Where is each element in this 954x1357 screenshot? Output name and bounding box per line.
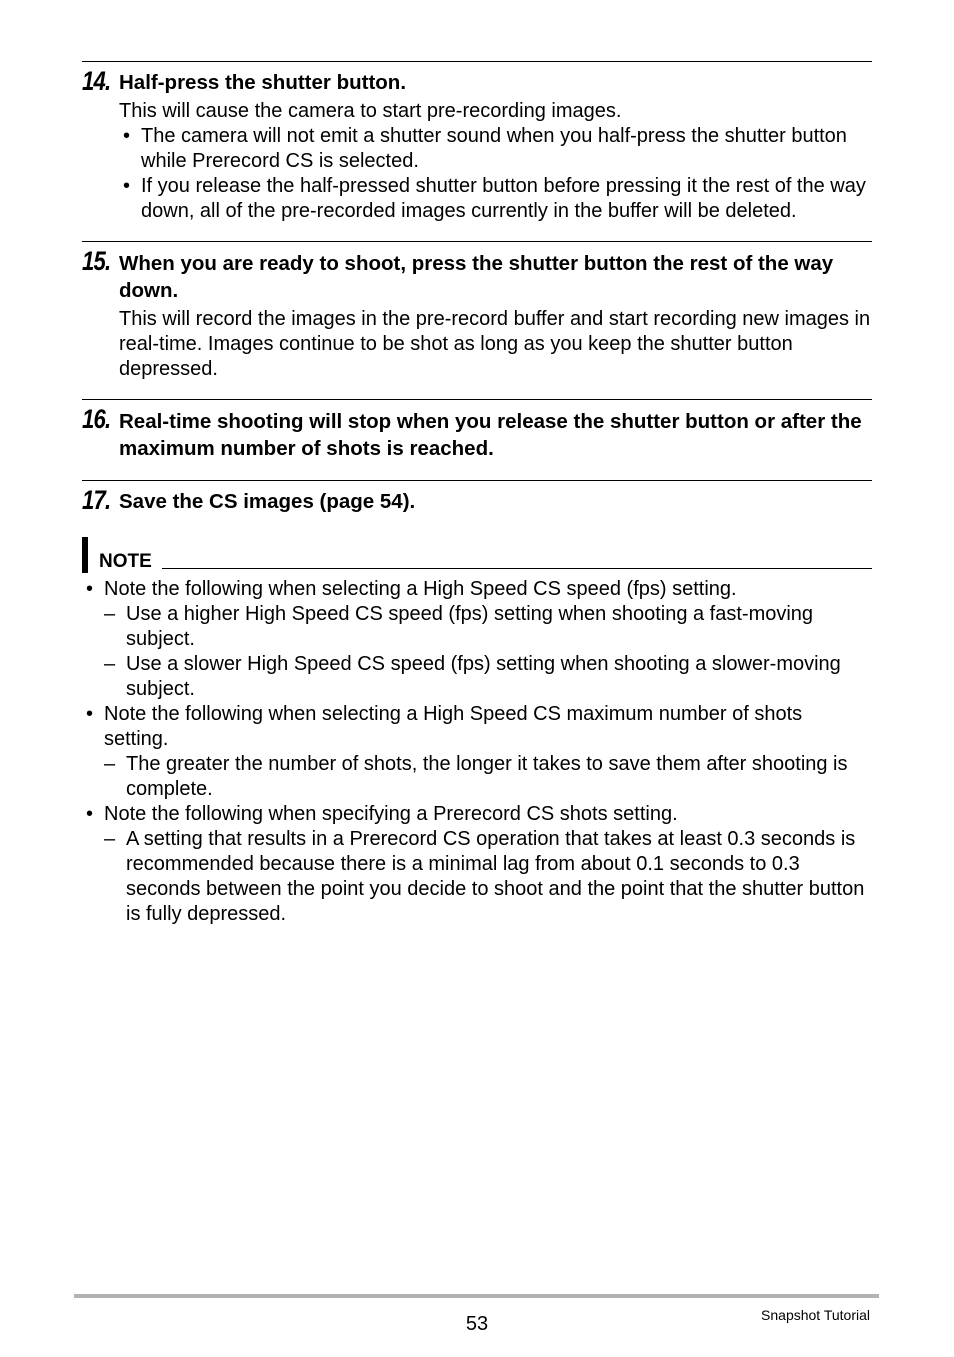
step-number: 15.: [82, 246, 111, 276]
note-item-text: Note the following when selecting a High Speed CS maximum number of shots setting.: [104, 703, 803, 750]
note-sub-item: – The greater the number of shots, the longer it takes to save them after shooting is complete.: [104, 752, 872, 802]
step-title: Real-time shooting will stop when you release the shutter button or after the maximum number of shots is reached.: [119, 410, 862, 460]
step-title: When you are ready to shoot, press the shutter button the rest of the way down.: [119, 252, 834, 302]
footer-divider: [74, 1294, 879, 1298]
section-name: Snapshot Tutorial: [761, 1307, 870, 1323]
step-body: [119, 307, 872, 382]
step-body-text: This will cause the camera to start pre-recording images.: [119, 100, 622, 122]
note-bar: [82, 537, 88, 573]
step-14: [82, 61, 872, 222]
note-item: [82, 802, 872, 927]
note-label: NOTE: [99, 551, 152, 572]
note-item-text: Note the following when specifying a Prerecord CS shots setting.: [104, 803, 678, 825]
step-17: [82, 480, 872, 515]
bullet-item: • The camera will not emit a shutter sound when you half-press the shutter button while Prerecord CS is selected.: [119, 124, 872, 174]
step-title: Half-press the shutter button.: [119, 71, 407, 94]
step-16: [82, 399, 872, 460]
note-item: [82, 577, 872, 702]
step-number: 17.: [82, 485, 111, 515]
note-sub-item: – Use a slower High Speed CS speed (fps) setting when shooting a slower-moving subject.: [104, 652, 872, 702]
note-item-text: Note the following when selecting a High Speed CS speed (fps) setting.: [104, 578, 737, 600]
step-number: 14.: [82, 66, 111, 96]
step-bullet-list: [119, 124, 872, 224]
step-number: 16.: [82, 404, 111, 434]
note-item: [82, 702, 872, 802]
step-title: Save the CS images (page 54).: [119, 490, 416, 513]
note-sub-item: – A setting that results in a Prerecord CS operation that takes at least 0.3 seconds is recommended because there is a minimal lag from about 0.1 seconds to 0.3 seconds between the point you decide to shoot and the point that the shutter button is fully depressed.: [104, 827, 872, 927]
note-sub-list: [104, 752, 872, 802]
note-sub-list: [104, 602, 872, 702]
bullet-item: • If you release the half-pressed shutter button before pressing it the rest of the way down, all of the pre-recorded images currently in the buffer will be deleted.: [119, 174, 872, 224]
note-sub-item: – Use a higher High Speed CS speed (fps) setting when shooting a fast-moving subject.: [104, 602, 872, 652]
step-body-text: This will record the images in the pre-record buffer and start recording new images in real-time. Images continue to be shot as long as you keep the shutter button depressed.: [119, 308, 871, 380]
note-list: [82, 577, 872, 927]
step-body: [119, 99, 872, 224]
page-number: 53: [465, 1313, 489, 1335]
step-15: [82, 241, 872, 380]
note-divider: [162, 568, 872, 569]
note-sub-list: [104, 827, 872, 927]
